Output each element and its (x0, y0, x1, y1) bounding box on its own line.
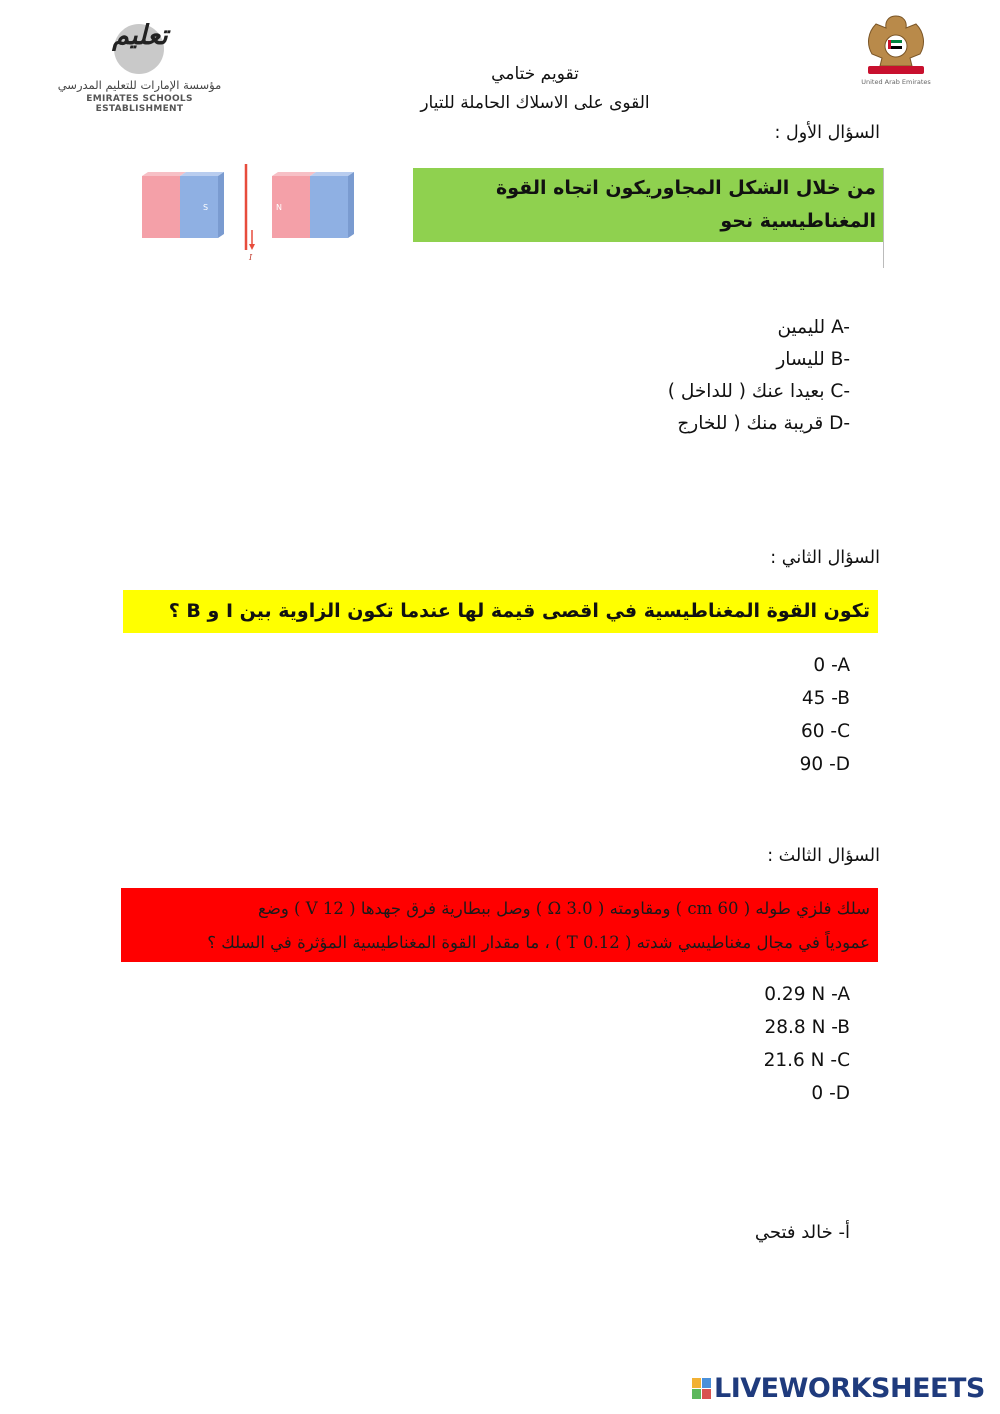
q3-option-a[interactable]: 0.29 N -A (764, 984, 850, 1005)
magnet-left-pole-label: S (203, 203, 209, 212)
q3-line-2: عمودياً في مجال مغناطيسي شدته ( 0.12 T ) ، ما مقدار القوة المغناطيسية المؤثرة في السلك ؟ (207, 933, 870, 952)
liveworksheets-logo-icon (692, 1378, 712, 1400)
q1-option-a-letter: A- (831, 317, 850, 338)
q1-option-a[interactable] (430, 317, 850, 338)
q2-question-box: تكون القوة المغناطيسية في اقصى قيمة لها عندما تكون الزاوية بين I و B ؟ (123, 590, 878, 633)
magnet-right (272, 172, 354, 238)
q3-line-1: سلك فلزي طوله ( 60 cm ) ومقاومته ( 3.0 Ω ) وصل ببطارية فرق جهدها ( 12 V ) وضع (258, 899, 870, 918)
current-label: I (249, 253, 253, 262)
q2-option-a[interactable]: 0 -A (813, 655, 850, 676)
q1-label: السؤال الأول : (774, 123, 880, 143)
q3-option-c[interactable]: 21.6 N -C (763, 1050, 850, 1071)
q1-option-d-text: قريبة منك ( للخارج (677, 413, 824, 434)
teacher-signature: أ- خالد فتحي (754, 1222, 850, 1243)
q1-question-box: من خلال الشكل المجاوريكون اتجاه القوة المغناطيسية نحو (413, 168, 884, 242)
page-title: تقويم ختامي (491, 64, 579, 84)
q1-option-a-text: لليمين (777, 317, 826, 338)
logo-arabic-word: تعليم (112, 20, 168, 51)
current-wire (246, 164, 255, 262)
q1-option-c-letter: C- (830, 381, 850, 402)
q3-option-b[interactable]: 28.8 N -B (764, 1017, 850, 1038)
emirates-schools-logo (52, 18, 227, 114)
q2-label: السؤال الثاني : (770, 548, 880, 568)
q2-option-c[interactable]: 60 -C (800, 721, 850, 742)
q3-option-d[interactable]: 0 -D (811, 1083, 850, 1104)
emblem-caption: United Arab Emirates (861, 78, 931, 86)
q1-option-d-letter: D- (829, 413, 850, 434)
q1-option-c[interactable] (430, 381, 850, 402)
q1-option-b[interactable] (430, 349, 850, 370)
q1-option-d[interactable] (430, 413, 850, 434)
q2-option-b[interactable]: 45 -B (801, 688, 850, 709)
magnet-right-pole-label: N (276, 203, 282, 212)
magnet-left (142, 172, 224, 238)
q1-figure-magnets (138, 160, 356, 264)
page-subtitle: القوى على الاسلاك الحاملة للتيار (420, 93, 650, 113)
uae-emblem (858, 10, 934, 90)
q1-box-edge-line (883, 168, 884, 268)
q1-option-b-letter: B- (830, 349, 850, 370)
q3-question-box (121, 888, 878, 962)
liveworksheets-brand[interactable] (692, 1373, 992, 1407)
q2-option-d[interactable]: 90 -D (799, 754, 850, 775)
logo-arabic-name: مؤسسة الإمارات للتعليم المدرسي (57, 78, 222, 92)
q1-option-c-text: بعيدا عنك ( للداخل ) (667, 381, 825, 402)
logo-english-name: EMIRATES SCHOOLS ESTABLISHMENT (86, 94, 193, 114)
q3-label: السؤال الثالث : (767, 846, 880, 866)
q1-option-b-text: لليسار (776, 349, 825, 370)
brand-text: LIVEWORKSHEETS (714, 1373, 985, 1404)
falcon-emblem-icon (858, 10, 934, 78)
